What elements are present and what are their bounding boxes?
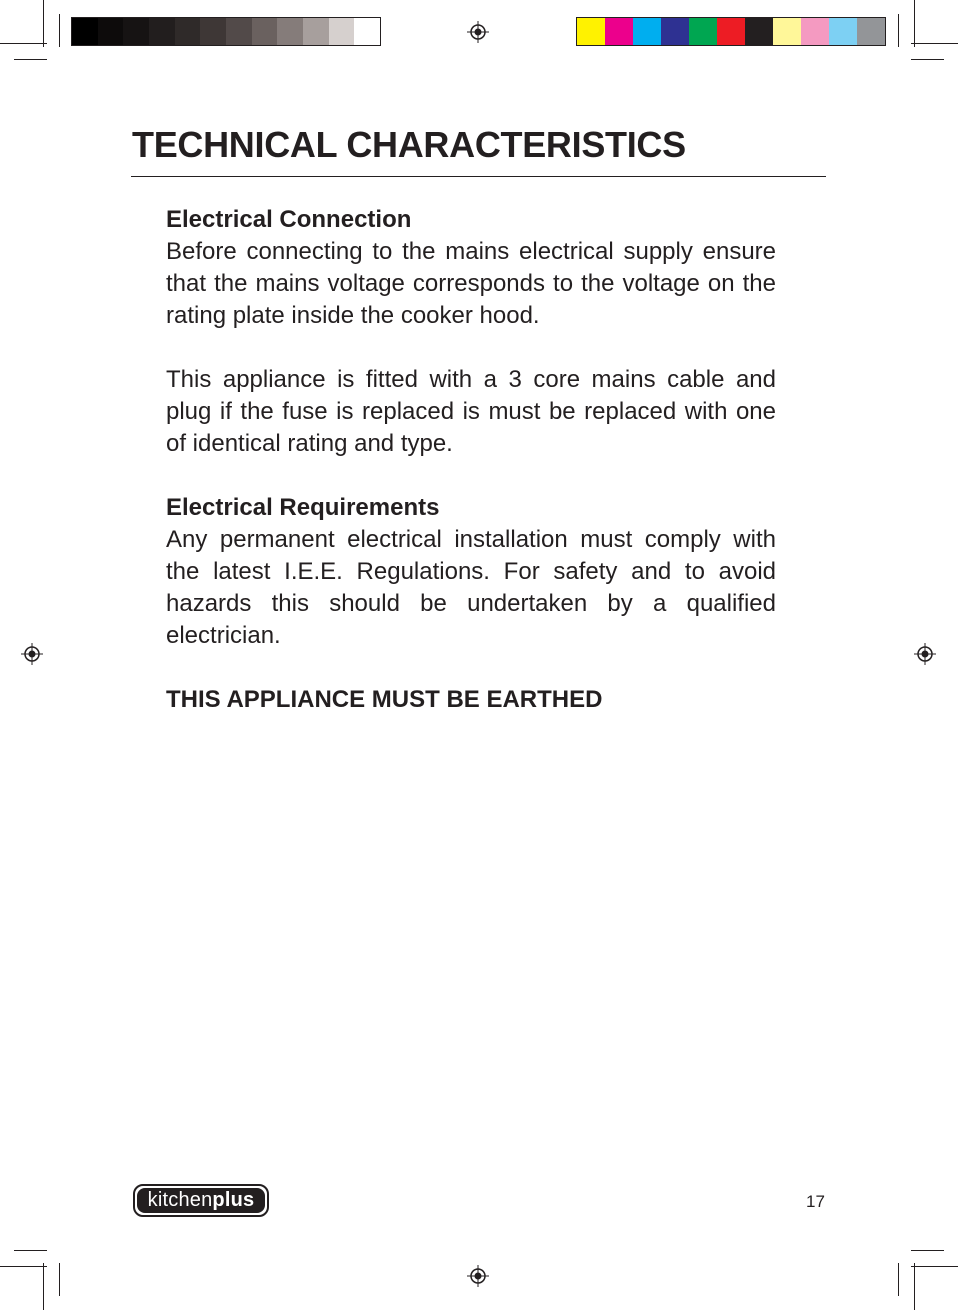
document-body bbox=[166, 204, 776, 716]
crop-mark bbox=[911, 1266, 958, 1267]
crop-mark bbox=[911, 1250, 944, 1251]
earthing-warning: THIS APPLIANCE MUST BE EARTHED bbox=[166, 686, 603, 713]
color-swatch bbox=[354, 18, 380, 45]
color-swatch bbox=[226, 18, 252, 45]
brand-logo bbox=[133, 1184, 269, 1217]
color-swatch bbox=[633, 18, 661, 45]
registration-mark-icon bbox=[467, 21, 489, 43]
registration-mark-icon bbox=[914, 643, 936, 665]
title-divider bbox=[131, 176, 826, 177]
crop-mark bbox=[59, 14, 60, 47]
color-swatch bbox=[717, 18, 745, 45]
color-swatch bbox=[98, 18, 124, 45]
color-swatch bbox=[303, 18, 329, 45]
paragraph: Before connecting to the mains electrical supply ensure that the mains voltage corresponds to the voltage on the rating plate inside the cooker hood. bbox=[166, 238, 776, 329]
color-swatch bbox=[277, 18, 303, 45]
color-swatch bbox=[745, 18, 773, 45]
section-heading-electrical-requirements: Electrical Requirements bbox=[166, 494, 440, 521]
logo-text-regular: kitchen bbox=[147, 1189, 213, 1211]
color-swatch bbox=[123, 18, 149, 45]
crop-mark bbox=[898, 1263, 899, 1296]
color-swatch bbox=[605, 18, 633, 45]
grayscale-calibration-bar bbox=[71, 17, 381, 46]
crop-mark bbox=[914, 0, 915, 47]
crop-mark bbox=[59, 1263, 60, 1296]
crop-mark bbox=[43, 1263, 44, 1310]
color-swatch bbox=[689, 18, 717, 45]
crop-mark bbox=[43, 0, 44, 47]
logo-text-bold: plus bbox=[212, 1189, 255, 1211]
paragraph: Any permanent electrical installation must comply with the latest I.E.E. Regulations. For safety and to avoid hazards this should be undertaken by a qualified electrician. bbox=[166, 526, 776, 649]
color-swatch bbox=[829, 18, 857, 45]
crop-mark bbox=[0, 43, 47, 44]
crop-mark bbox=[14, 59, 47, 60]
color-calibration-bar bbox=[576, 17, 886, 46]
page-number: 17 bbox=[806, 1192, 825, 1211]
section-heading-electrical-connection: Electrical Connection bbox=[166, 206, 412, 233]
color-swatch bbox=[577, 18, 605, 45]
color-swatch bbox=[773, 18, 801, 45]
crop-mark bbox=[911, 43, 958, 44]
color-swatch bbox=[72, 18, 98, 45]
crop-mark bbox=[911, 59, 944, 60]
crop-mark bbox=[0, 1266, 47, 1267]
color-swatch bbox=[175, 18, 201, 45]
color-swatch bbox=[857, 18, 885, 45]
crop-mark bbox=[898, 14, 899, 47]
color-swatch bbox=[252, 18, 278, 45]
registration-mark-icon bbox=[467, 1265, 489, 1287]
color-swatch bbox=[200, 18, 226, 45]
color-swatch bbox=[661, 18, 689, 45]
page-title: TECHNICAL CHARACTERISTICS bbox=[132, 124, 686, 165]
color-swatch bbox=[329, 18, 355, 45]
color-swatch bbox=[801, 18, 829, 45]
crop-mark bbox=[914, 1263, 915, 1310]
registration-mark-icon bbox=[21, 643, 43, 665]
color-swatch bbox=[149, 18, 175, 45]
paragraph: This appliance is fitted with a 3 core mains cable and plug if the fuse is replaced is must be replaced with one of identical rating and type. bbox=[166, 366, 776, 457]
crop-mark bbox=[14, 1250, 47, 1251]
